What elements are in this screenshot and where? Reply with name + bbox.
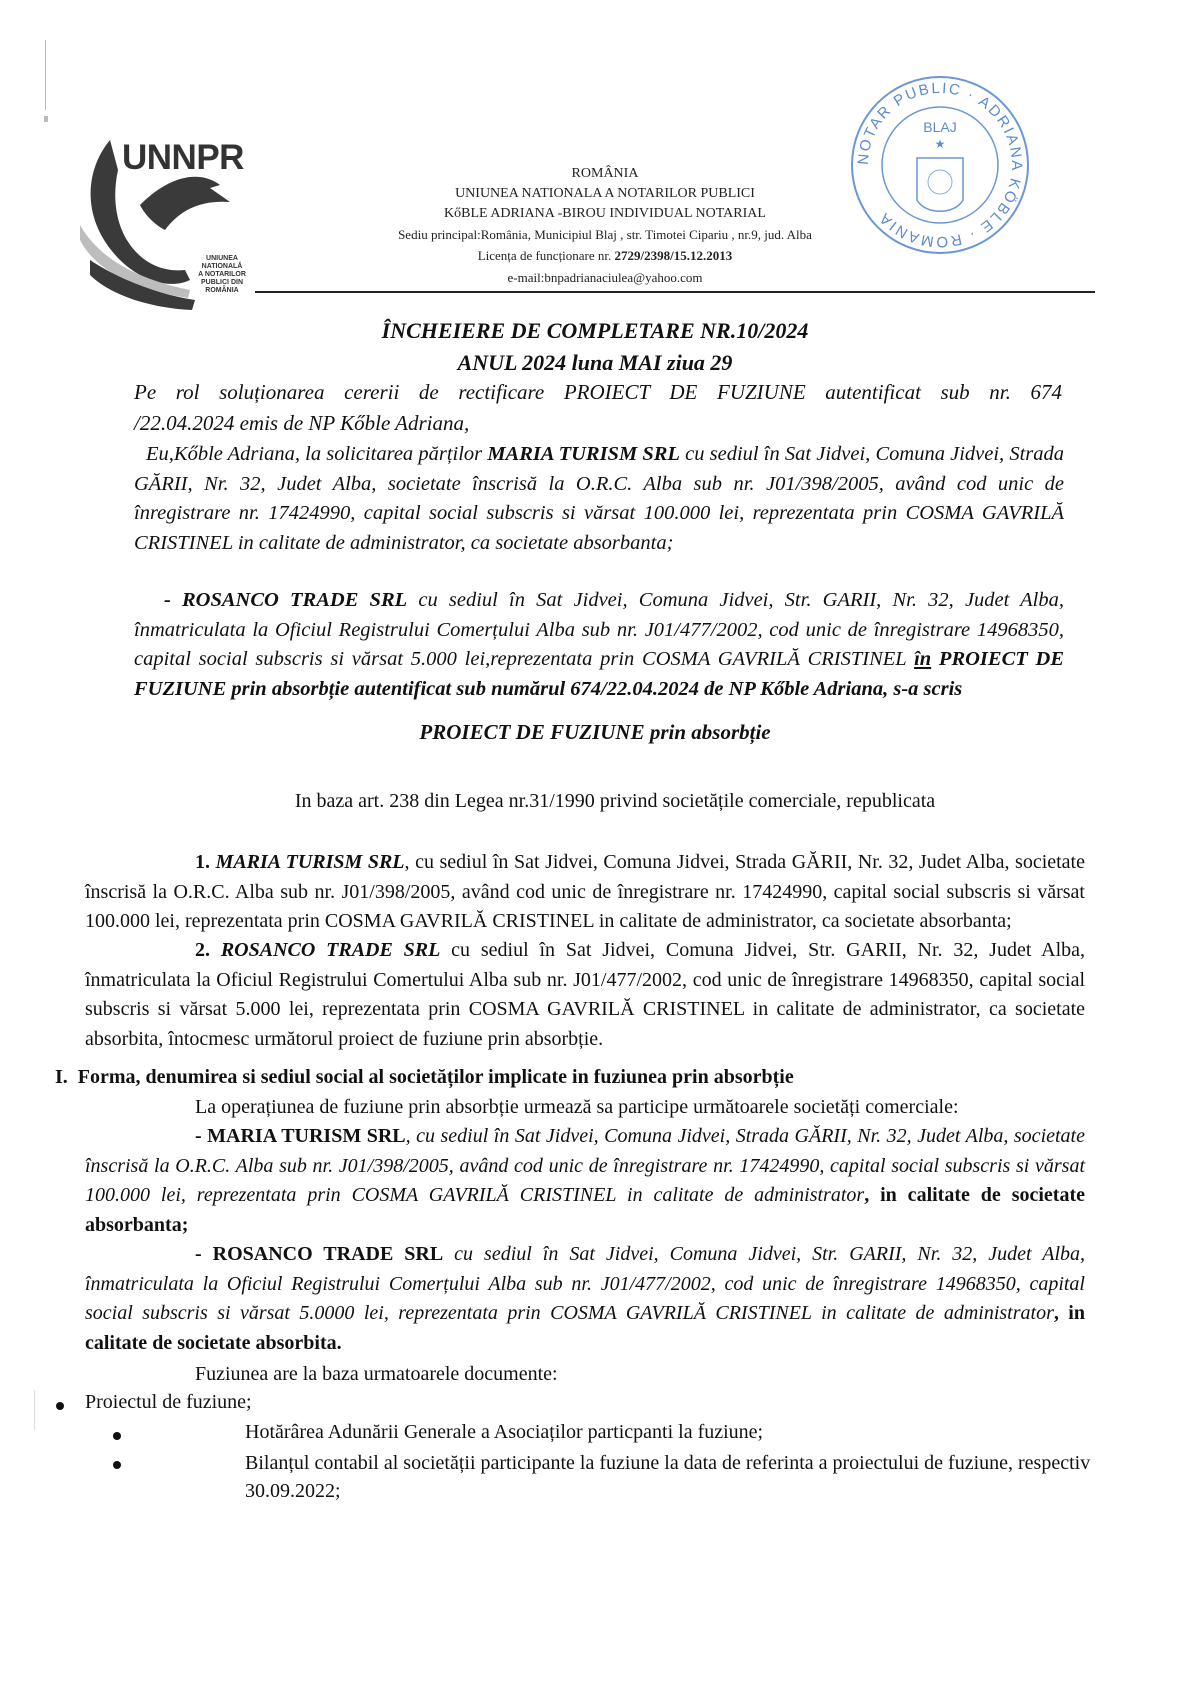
stamp-ring-text: NOTAR PUBLIC · ADRIANA KÖBLE · ROMANIA bbox=[854, 79, 1026, 251]
party-1 bbox=[85, 848, 1085, 937]
scan-artifact bbox=[45, 40, 46, 110]
header-divider bbox=[255, 291, 1095, 293]
document-title: ÎNCHEIERE DE COMPLETARE NR.10/2024 bbox=[381, 318, 809, 343]
p1-company: MARIA TURISM SRL bbox=[487, 443, 680, 465]
p2-bold-tail: PROIECT DE FUZIUNE prin absorbție autentificat sub numărul 674/22.04.2024 de NP Kőble Adriana, s-a scris bbox=[134, 648, 1065, 700]
chapter-1-entry-1 bbox=[85, 1122, 1085, 1240]
legal-basis: In baza art. 238 din Legea nr.31/1990 privind societățile comerciale, republicata bbox=[294, 790, 936, 812]
p2-in-word: în bbox=[914, 648, 932, 670]
paragraph-absorbed-company bbox=[134, 586, 1064, 704]
entry-2-role: , in calitate de societate absorbita. bbox=[85, 1302, 1085, 1354]
logo-subtitle-line: NATIONALĂ bbox=[201, 263, 243, 270]
logo-subtitle-line: PUBLICI DIN bbox=[201, 279, 243, 286]
party-1-text: , cu sediul în Sat Jidvei, Comuna Jidvei, Strada GĂRII, Nr. 32, Judet Alba, societate înscrisă la O.R.C. Alba sub nr. J01/398/2005, având cod unic de înregistrare nr. 17424990, capital social subscris si vărsat 100.000 lei, reprezentata prin COSMA GAVRILĂ CRISTINEL in calitate de administrator, ca societate absorbanta; bbox=[85, 851, 1085, 932]
chapter-1-numeral: I. bbox=[55, 1066, 68, 1088]
section-heading: PROIECT DE FUZIUNE prin absorbție bbox=[419, 720, 771, 744]
letterhead-email: e-mail:bnpadrianaciulea@yahoo.com bbox=[507, 270, 703, 285]
letterhead-union: UNIUNEA NATIONALA A NOTARILOR PUBLICI bbox=[455, 186, 755, 201]
logo-subtitle bbox=[197, 255, 247, 295]
logo-acronym: UNNPR bbox=[122, 138, 244, 177]
letterhead-office: KőBLE ADRIANA -BIROU INDIVIDUAL NOTARIAL bbox=[444, 206, 766, 221]
document-item: Proiectul de fuziune; bbox=[85, 1391, 252, 1413]
svg-text:NOTAR PUBLIC · ADRIANA KÖBLE · bbox=[855, 80, 1025, 250]
chapter-1-heading bbox=[55, 1066, 794, 1089]
document-item: Bilanțul contabil al societății participante la fuziune la data de referinta a proiectului de fuziune, respectiv 30.09.2022; bbox=[245, 1452, 1091, 1502]
bullet-icon bbox=[56, 1402, 64, 1410]
logo-subtitle-line: A NOTARILOR bbox=[198, 271, 246, 278]
stamp-center-text: BLAJ bbox=[923, 119, 957, 135]
party-2 bbox=[85, 936, 1085, 1054]
entry-2-company: - ROSANCO TRADE SRL bbox=[195, 1243, 444, 1265]
document-date: ANUL 2024 luna MAI ziua 29 bbox=[457, 350, 733, 375]
intro-line-1: Pe rol soluționarea cererii de rectificare PROIECT DE FUZIUNE autentificat sub nr. 674 bbox=[134, 380, 1062, 404]
letterhead-address: Sediu principal:România, Municipiul Blaj , str. Timotei Cipariu , nr.9, jud. Alba bbox=[398, 227, 812, 242]
chapter-1-entry-2 bbox=[85, 1240, 1085, 1358]
party-2-company: ROSANCO TRADE SRL bbox=[220, 939, 441, 961]
bullet-icon bbox=[113, 1432, 121, 1440]
entry-1-text: , cu sediul în Sat Jidvei, Comuna Jidvei, Strada GĂRII, Nr. 32, Judet Alba, societate înscrisă la O.R.C. Alba sub nr. J01/398/2005, având cod unic de înregistrare nr. 17424990, capital social subscris si vărsat 100.000 lei, reprezentata prin COSMA GAVRILĂ CRISTINEL in calitate de administrator bbox=[85, 1125, 1085, 1206]
entry-1-company: - MARIA TURISM SRL bbox=[195, 1125, 406, 1147]
p2-company: - ROSANCO TRADE SRL bbox=[164, 589, 408, 611]
chapter-1-intro: La operațiunea de fuziune prin absorbție urmează sa participe următoarele societăți comerciale: bbox=[195, 1096, 959, 1118]
document-item: Hotărârea Adunării Generale a Asociaților particpanti la fuziune; bbox=[245, 1421, 764, 1443]
logo-subtitle-line: UNIUNEA bbox=[206, 255, 238, 262]
svg-text:★: ★ bbox=[934, 137, 946, 151]
p1-rest: cu sediul în Sat Jidvei, Comuna Jidvei, Strada GĂRII, Nr. 32, Judet Alba, societate înscrisă la O.R.C. Alba sub nr. J01/398/2005, având cod unic de înregistrare nr. 17424990, capital social subscris si vărsat 100.000 lei, reprezentata prin COSMA GAVRILĂ CRISTINEL in calitate de administrator, ca societate absorbanta; bbox=[134, 443, 1065, 554]
license-number: 2729/2398/15.12.2013 bbox=[614, 248, 733, 263]
paragraph-requesting-parties bbox=[134, 440, 1064, 558]
scan-artifact bbox=[34, 1390, 35, 1430]
unnpr-logo bbox=[80, 130, 250, 310]
entry-1-role: , in calitate de societate absorbanta; bbox=[85, 1184, 1085, 1236]
party-2-number: 2. bbox=[195, 939, 210, 961]
p1-lead: Eu,Kőble Adriana, la solicitarea părților bbox=[146, 443, 488, 465]
logo-subtitle-line: ROMÂNIA bbox=[205, 287, 239, 294]
chapter-1-title: Forma, denumirea si sediul social al societăților implicate in fuziunea prin absorbție bbox=[77, 1066, 794, 1088]
license-label: Licența de funcționare nr. bbox=[477, 248, 612, 263]
notary-stamp bbox=[845, 70, 1035, 260]
party-1-number: 1. bbox=[195, 851, 210, 873]
intro-line-2: /22.04.2024 emis de NP Kőble Adriana, bbox=[134, 411, 470, 435]
stamp-seal-icon bbox=[845, 70, 1035, 260]
party-2-text: cu sediul în Sat Jidvei, Comuna Jidvei, Str. GARII, Nr. 32, Judet Alba, înmatriculata la Oficiul Registrului Comertului Alba sub nr. J01/477/2002, cod unic de înregistrare 14968350, capital social subscris si vărsat 5.000 lei, reprezentata prin COSMA GAVRILĂ CRISTINEL in calitate de administrator, ca societate absorbita, întocmesc următorul proiect de fuziune prin absorbție. bbox=[85, 939, 1086, 1050]
scan-artifact bbox=[44, 116, 48, 122]
party-1-company: MARIA TURISM SRL bbox=[215, 851, 405, 873]
documents-intro: Fuziunea are la baza urmatoarele documente: bbox=[195, 1363, 558, 1385]
intro-issuer: /22.04.2024 emis de NP Kőble Adriana bbox=[134, 411, 464, 435]
entry-2-text: cu sediul în Sat Jidvei, Comuna Jidvei, Str. GARII, Nr. 32, Judet Alba, înmatriculata la Oficiul Registrului Comerțului Alba sub nr. J01/477/2002, cod unic de înregistrare 14968350, capital social subscris si vărsat 5.0000 lei, reprezentata prin COSMA GAVRILĂ CRISTINEL in calitate de administrator bbox=[85, 1243, 1085, 1324]
letterhead-country: ROMÂNIA bbox=[571, 166, 639, 181]
p2-rest: cu sediul în Sat Jidvei, Comuna Jidvei, Str. GARII, Nr. 32, Judet Alba, înmatriculata la Oficiul Registrului Comerțului Alba sub nr. J01/477/2002, cod unic de înregistrare 14968350, capital social subscris si vărsat 5.000 lei,reprezentata prin COSMA GAVRILĂ CRISTINEL bbox=[134, 589, 1064, 670]
bullet-icon bbox=[113, 1461, 121, 1469]
